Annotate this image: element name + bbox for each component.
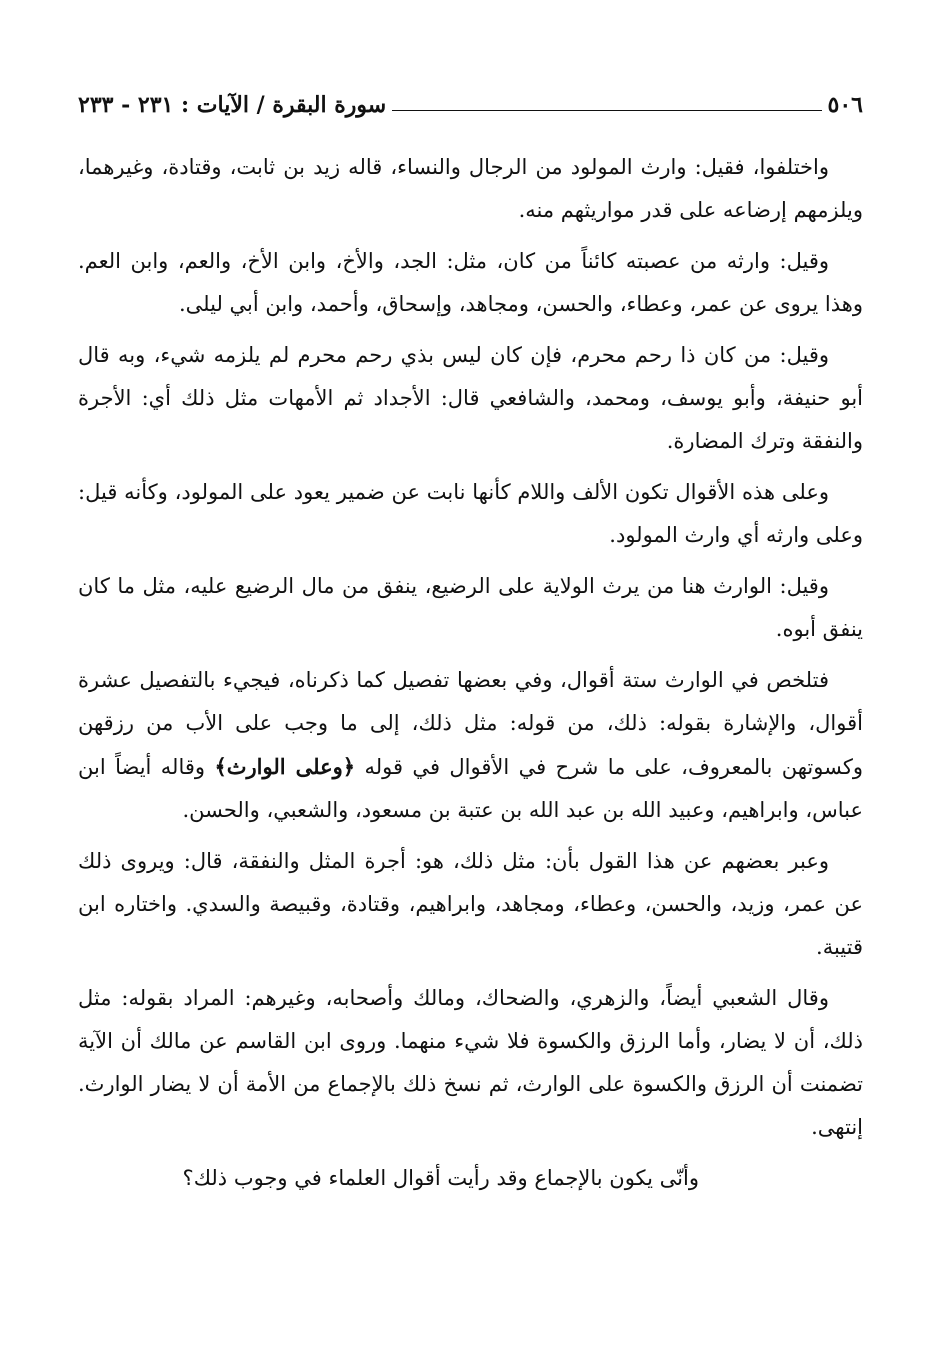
paragraph (78, 659, 863, 832)
running-header (78, 84, 863, 118)
paragraph: واختلفوا، فقيل: وارث المولود من الرجال والنساء، قاله زيد بن ثابت، وقتادة، وغيرهما، ويلزمهم إرضاعه على قدر مواريثهم منه. (78, 155, 863, 222)
page-number: ٥٠٦ (827, 92, 863, 118)
paragraph: وقيل: وارثه من عصبته كائناً من كان، مثل: الجد، والأخ، وابن الأخ، والعم، وابن العم. وهذا يروى عن عمر، وعطاء، والحسن، ومجاهد، وإسحاق، وأحمد، وابن أبي ليلى. (78, 249, 863, 316)
paragraph: وعلى هذه الأقوال تكون الألف واللام كأنها نابت عن ضمير يعود على المولود، وكأنه قيل: وعلى وارثه أي وارث المولود. (78, 480, 863, 547)
paragraph-text: وقاله أيضاً ابن عباس، وابراهيم، وعبيد الله بن عبد الله بن عتبة بن مسعود، والشعبي، والحسن. (78, 755, 863, 822)
surah-title: سورة البقرة / الآيات : ٢٣١ - ٢٣٣ (78, 92, 387, 118)
body-text (78, 146, 863, 1200)
paragraph: وعبر بعضهم عن هذا القول بأن: مثل ذلك، هو: أجرة المثل والنفقة، قال: ويروى ذلك عن عمر، وزيد، والحسن، وعطاء، ومجاهد، وابراهيم، وقتادة، وقبيصة والسدي. واختاره ابن قتيبة. (78, 849, 863, 959)
paragraph-text: فتلخص في الوارث ستة أقوال، وفي بعضها تفصيل كما ذكرناه، فيجيء بالتفصيل عشرة أقوال، والإشارة بقوله: ذلك، من قوله: مثل ذلك، إلى ما وجب على الأب من رزقهن وكسوتهن بالمعروف، على ما شرح في الأقوال في قوله (78, 668, 864, 779)
book-page (78, 84, 863, 1314)
paragraph: وأنّى يكون بالإجماع وقد رأيت أقوال العلماء في وجوب ذلك؟ (182, 1166, 699, 1190)
paragraph: وقيل: من كان ذا رحم محرم، فإن كان ليس بذي رحم محرم لم يلزمه شيء، وبه قال أبو حنيفة، وأبو يوسف، ومحمد، والشافعي قال: الأجداد ثم الأمهات مثل ذلك أي: الأجرة والنفقة وترك المضارة. (78, 343, 863, 453)
paragraph: وقال الشعبي أيضاً، والزهري، والضحاك، ومالك وأصحابه، وغيرهم: المراد بقوله: مثل ذلك، أن لا يضار، وأما الرزق والكسوة فلا شيء منهما. وروى ابن القاسم عن مالك أن الآية تضمنت أن الرزق والكسوة على الوارث، ثم نسخ ذلك بالإجماع من الأمة أن لا يضار الوارث. إنتهى. (78, 986, 863, 1139)
paragraph: وقيل: الوارث هنا من يرث الولاية على الرضيع، ينفق من مال الرضيع عليه، مثل ما كان ينفق أبوه. (78, 574, 863, 641)
quran-quote: ﴿وعلى الوارث﴾ (214, 754, 356, 779)
header-rule (392, 110, 821, 111)
